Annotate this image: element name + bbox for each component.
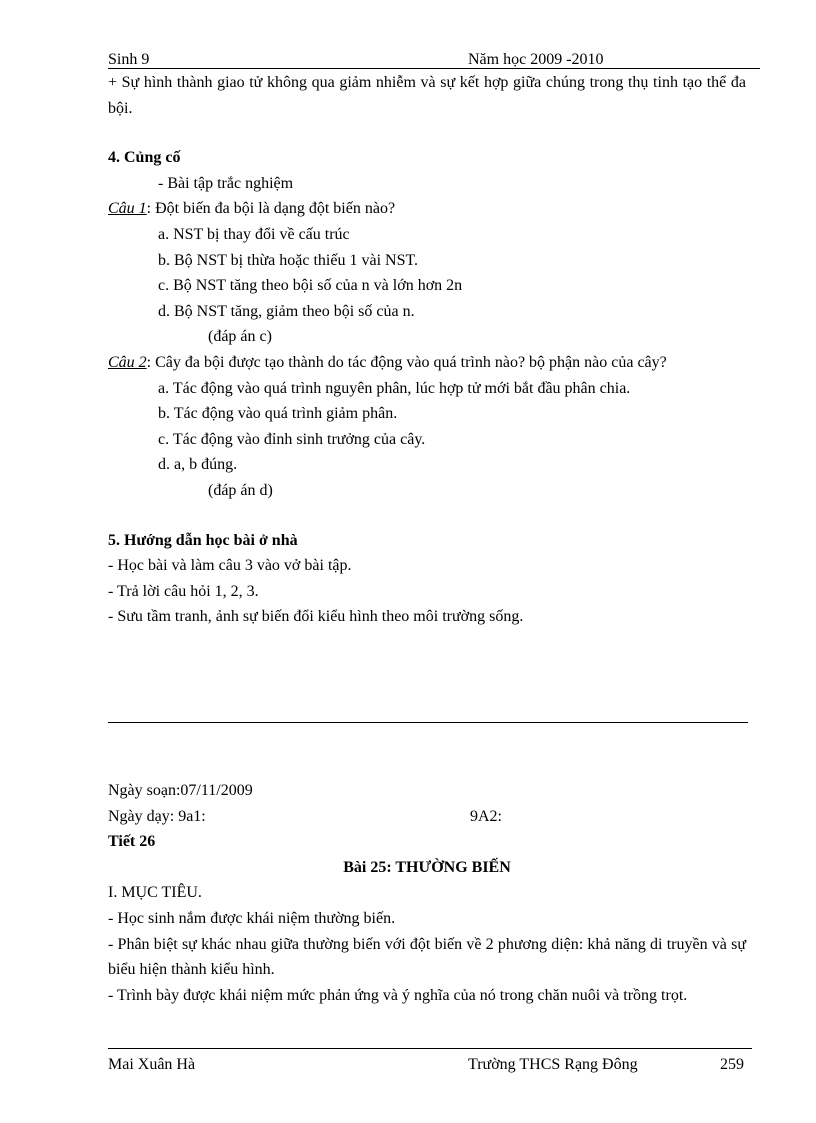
homework-item-2: - Trả lời câu hỏi 1, 2, 3. bbox=[108, 582, 259, 600]
exercise-label: - Bài tập trắc nghiệm bbox=[158, 174, 294, 192]
q1-answer: (đáp án c) bbox=[208, 328, 272, 346]
q2-answer: (đáp án d) bbox=[208, 481, 273, 499]
objective-3: - Trình bày được khái niệm mức phản ứng và ý nghĩa của nó trong chăn nuôi và trồng trọt. bbox=[108, 986, 688, 1004]
q2-option-c: c. Tác động vào đỉnh sinh trưởng của cây. bbox=[158, 430, 426, 448]
lesson-period: Tiết 26 bbox=[108, 833, 156, 851]
q2-option-d: d. a, b đúng. bbox=[158, 456, 238, 474]
date-taught: Ngày dạy: 9a1: bbox=[108, 807, 206, 825]
q1-option-d: d. Bộ NST tăng, giảm theo bội số của n. bbox=[158, 302, 415, 320]
question-1-label: Câu 1 bbox=[108, 200, 147, 218]
footer-school: Trường THCS Rạng Đông bbox=[468, 1056, 638, 1073]
q1-option-b: b. Bộ NST bị thừa hoặc thiếu 1 vài NST. bbox=[158, 251, 419, 269]
page-footer bbox=[108, 1048, 752, 1079]
lesson-title: Bài 25: THƯỜNG BIẾN bbox=[343, 858, 511, 876]
footer-page-number: 259 bbox=[720, 1056, 744, 1073]
section-4-title: 4. Củng cố bbox=[108, 149, 181, 167]
objectives-title: I. MỤC TIÊU. bbox=[108, 884, 202, 902]
q1-option-c: c. Bộ NST tăng theo bội số của n và lớn hơn 2n bbox=[158, 277, 463, 295]
objective-2: - Phân biệt sự khác nhau giữa thường biến với đột biến về 2 phương diện: khả năng di truyền và sự biểu hiện thành kiểu hình. bbox=[108, 935, 746, 979]
header-school-year: Năm học 2009 -2010 bbox=[468, 51, 604, 68]
homework-item-3: - Sưu tầm tranh, ảnh sự biến đổi kiểu hình theo môi trường sống. bbox=[108, 608, 524, 626]
date-prepared: Ngày soạn:07/11/2009 bbox=[108, 782, 253, 799]
polyploid-formation-text: + Sự hình thành giao tử không qua giảm nhiễm và sự kết hợp giữa chúng trong thụ tinh tạo thể đa bội. bbox=[108, 74, 746, 117]
date-taught-row bbox=[108, 804, 746, 830]
question-2-label: Câu 2 bbox=[108, 353, 147, 371]
question-1-text: : Đột biến đa bội là dạng đột biến nào? bbox=[146, 200, 396, 218]
section-divider bbox=[108, 722, 748, 723]
q1-option-a: a. NST bị thay đổi về cấu trúc bbox=[158, 225, 350, 243]
main-content bbox=[108, 70, 746, 630]
lesson-section bbox=[108, 778, 746, 1008]
page-header bbox=[108, 48, 760, 69]
homework-item-1: - Học bài và làm câu 3 vào vở bài tập. bbox=[108, 557, 352, 575]
question-1 bbox=[108, 196, 746, 222]
footer-author: Mai Xuân Hà bbox=[108, 1056, 196, 1073]
q2-option-a: a. Tác động vào quá trình nguyên phân, lúc hợp tử mới bắt đầu phân chia. bbox=[158, 379, 631, 397]
section-5-title: 5. Hướng dẫn học bài ở nhà bbox=[108, 531, 298, 549]
q2-option-b: b. Tác động vào quá trình giảm phân. bbox=[158, 405, 398, 423]
class-9a2: 9A2: bbox=[470, 807, 502, 825]
question-2-text: : Cây đa bội được tạo thành do tác động vào quá trình nào? bộ phận nào của cây? bbox=[146, 353, 667, 371]
objective-1: - Học sinh nắm được khái niệm thường biến. bbox=[108, 909, 396, 927]
question-2 bbox=[108, 350, 746, 376]
header-subject: Sinh 9 bbox=[108, 51, 150, 68]
